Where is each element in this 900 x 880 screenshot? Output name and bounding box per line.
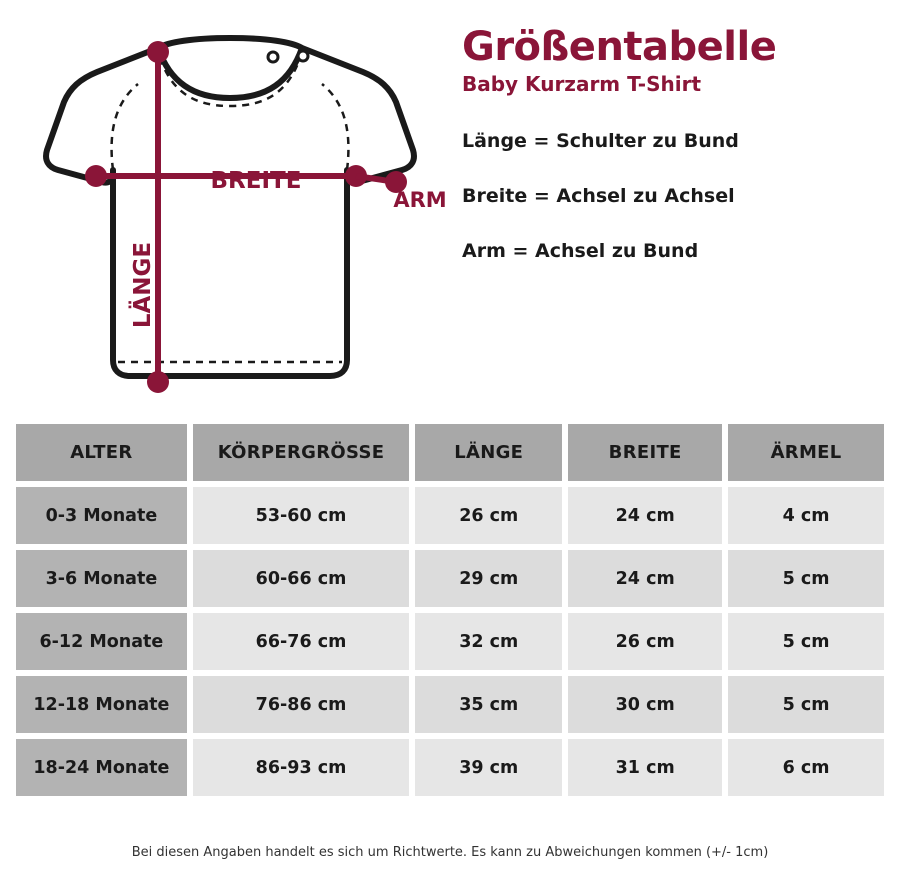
- table-row: [16, 613, 884, 670]
- cell-koerpergroesse: 86-93 cm: [193, 739, 409, 796]
- laenge-dot-bottom: [147, 371, 169, 393]
- table-row: [16, 739, 884, 796]
- table-row: [16, 550, 884, 607]
- legend-arm: Arm = Achsel zu Bund: [462, 240, 699, 262]
- legend-laenge: Länge = Schulter zu Bund: [462, 130, 739, 152]
- cell-breite: 26 cm: [568, 613, 722, 670]
- top-section: [0, 0, 900, 412]
- cell-koerpergroesse: 66-76 cm: [193, 613, 409, 670]
- cell-aermel: 5 cm: [728, 550, 884, 607]
- page-subtitle: Baby Kurzarm T-Shirt: [462, 72, 702, 96]
- cell-breite: 31 cm: [568, 739, 722, 796]
- shoulder-button-right: [298, 51, 308, 61]
- cell-aermel: 5 cm: [728, 676, 884, 733]
- laenge-dot-top: [147, 41, 169, 63]
- shoulder-button-left: [268, 52, 278, 62]
- tshirt-svg: [8, 10, 448, 405]
- cell-aermel: 4 cm: [728, 487, 884, 544]
- arm-label: ARM: [393, 188, 447, 212]
- cell-laenge: 35 cm: [415, 676, 562, 733]
- shirt-outline: [46, 38, 414, 376]
- cell-aermel: 6 cm: [728, 739, 884, 796]
- cell-koerpergroesse: 76-86 cm: [193, 676, 409, 733]
- cell-aermel: 5 cm: [728, 613, 884, 670]
- legend-breite: Breite = Achsel zu Achsel: [462, 185, 735, 207]
- column-header-aermel: ÄRMEL: [728, 424, 884, 481]
- laenge-label: LÄNGE: [130, 241, 156, 329]
- info-panel: [462, 26, 892, 346]
- cell-laenge: 39 cm: [415, 739, 562, 796]
- cell-alter: 12-18 Monate: [16, 676, 187, 733]
- cell-alter: 18-24 Monate: [16, 739, 187, 796]
- cell-laenge: 32 cm: [415, 613, 562, 670]
- footnote: Bei diesen Angaben handelt es sich um Richtwerte. Es kann zu Abweichungen kommen (+/- 1cm): [131, 845, 769, 860]
- cell-laenge: 29 cm: [415, 550, 562, 607]
- cell-breite: 30 cm: [568, 676, 722, 733]
- cell-breite: 24 cm: [568, 550, 722, 607]
- page-title: Größentabelle: [462, 24, 777, 70]
- breite-label: BREITE: [210, 168, 302, 194]
- cell-koerpergroesse: 53-60 cm: [193, 487, 409, 544]
- column-header-breite: BREITE: [568, 424, 722, 481]
- cell-alter: 3-6 Monate: [16, 550, 187, 607]
- cell-alter: 0-3 Monate: [16, 487, 187, 544]
- tshirt-diagram: [8, 10, 448, 405]
- column-header-koerpergroesse: KÖRPERGRÖSSE: [193, 424, 409, 481]
- breite-dot-left: [85, 165, 107, 187]
- column-header-laenge: LÄNGE: [415, 424, 562, 481]
- cell-koerpergroesse: 60-66 cm: [193, 550, 409, 607]
- table-row: [16, 487, 884, 544]
- cell-alter: 6-12 Monate: [16, 613, 187, 670]
- column-header-alter: ALTER: [16, 424, 187, 481]
- cell-breite: 24 cm: [568, 487, 722, 544]
- table-header-row: [16, 424, 884, 481]
- size-table: [16, 424, 884, 796]
- table-row: [16, 676, 884, 733]
- cell-laenge: 26 cm: [415, 487, 562, 544]
